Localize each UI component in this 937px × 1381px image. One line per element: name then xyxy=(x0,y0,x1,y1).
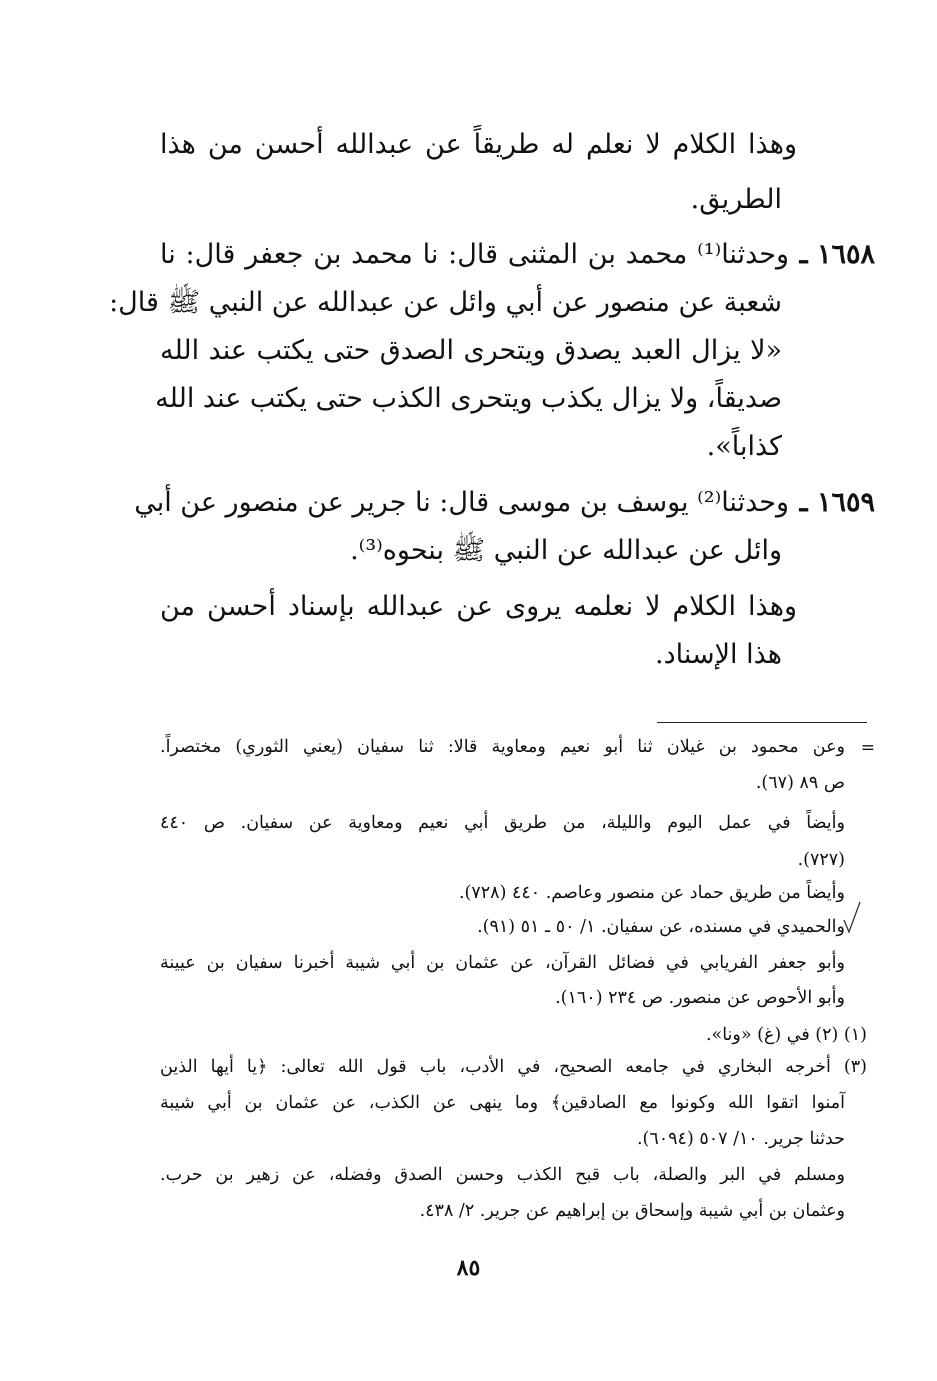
body-line-2: الطريق. xyxy=(690,184,782,215)
footnote-line-7: وأبو جعفر الفريابي في فضائل القرآن، عن عثمان بن أبي شيبة أخبرنا سفيان بن عيينة xyxy=(160,953,845,973)
footnote-line-4: (٧٢٧). xyxy=(797,850,845,870)
continuation-mark: = xyxy=(860,738,875,758)
body-line-5: «لا يزال العبد يصدق ويتحرى الصدق حتى يكتب عند الله xyxy=(160,335,782,366)
footnote-line-6: والحميدي في مسنده، عن سفيان. ١/ ٥٠ ـ ٥١ (٩١). xyxy=(477,917,845,937)
footnote-line-8: وأبو الأحوص عن منصور. ص ٢٣٤ (١٦٠). xyxy=(555,988,845,1008)
body-line-6: صديقاً، ولا يزال يكذب ويتحرى الكذب حتى يكتب عند الله xyxy=(155,383,782,414)
footnote-line-1: وعن محمود بن غيلان ثنا أبو نعيم ومعاوية قالا: ثنا سفيان (يعني الثوري) مختصراً. xyxy=(160,737,845,757)
handwritten-check-mark xyxy=(842,898,862,938)
footnote-line-3: وأيضاً في عمل اليوم والليلة، من طريق أبي نعيم ومعاوية عن سفيان. ص ٤٤٠ xyxy=(160,813,845,833)
body-line-11: هذا الإسناد. xyxy=(655,639,782,670)
body-line-1: وهذا الكلام لا نعلم له طريقاً عن عبدالله أحسن من هذا xyxy=(160,129,797,160)
footnote-line-10: (٣) أخرجه البخاري في جامعه الصحيح، في الأدب، باب قول الله تعالى: ﴿يا أيها الذين xyxy=(160,1057,867,1077)
body-line-7: كذاباً». xyxy=(706,431,782,462)
footnote-line-12: حدثنا جرير. ١٠/ ٥٠٧ (٦٠٩٤). xyxy=(636,1129,845,1149)
hadith-number-1658: ١٦٥٨ ـ xyxy=(799,239,875,270)
footnote-line-14: وعثمان بن أبي شيبة وإسحاق بن إبراهيم عن جرير. ٢/ ٤٣٨. xyxy=(419,1201,845,1221)
body-line-10: وهذا الكلام لا نعلمه يروى عن عبدالله بإسناد أحسن من xyxy=(160,591,797,622)
body-line-9: وائل عن عبدالله عن النبي ﷺ بنحوه⁽³⁾. xyxy=(350,535,782,566)
footnote-line-2: ص ٨٩ (٦٧). xyxy=(755,773,845,793)
page-number: ٨٥ xyxy=(456,1255,481,1281)
footnote-line-13: ومسلم في البر والصلة، باب قبح الكذب وحسن الصدق وفضله، عن زهير بن حرب. xyxy=(160,1165,845,1185)
body-line-4: شعبة عن منصور عن أبي وائل عن عبدالله عن النبي ﷺ قال: xyxy=(109,287,782,318)
body-line-3: وحدثنا⁽¹⁾ محمد بن المثنى قال: نا محمد بن جعفر قال: نا xyxy=(160,239,789,270)
footnote-line-11: آمنوا اتقوا الله وكونوا مع الصادقين﴾ وما ينهى عن الكذب، عن عثمان بن أبي شيبة xyxy=(160,1093,845,1113)
footnote-separator xyxy=(657,722,867,723)
body-line-8: وحدثنا⁽²⁾ يوسف بن موسى قال: نا جرير عن منصور عن أبي xyxy=(134,487,789,518)
footnote-line-5: وأيضاً من طريق حماد عن منصور وعاصم. ٤٤٠ (٧٢٨). xyxy=(458,883,845,903)
hadith-number-1659: ١٦٥٩ ـ xyxy=(799,487,875,518)
footnote-line-9: (١) (٢) في (غ) «ونا». xyxy=(705,1025,867,1045)
